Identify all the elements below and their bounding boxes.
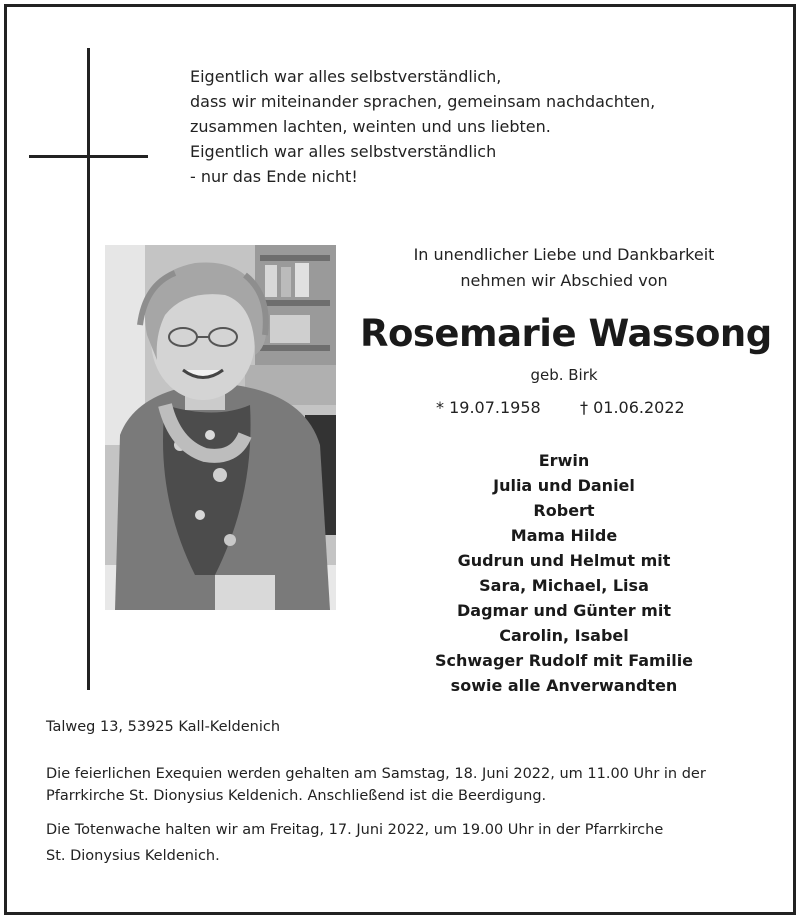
birth-date: * 19.07.1958 [436, 398, 541, 417]
service-line: Pfarrkirche St. Dionysius Keldenich. Anschließend ist die Beerdigung. [46, 788, 547, 804]
maiden-name: geb. Birk [530, 366, 598, 384]
intro-text [376, 242, 752, 294]
mourner-entry: Dagmar und Günter mit [457, 601, 671, 620]
poem-line: - nur das Ende nicht! [190, 167, 358, 186]
poem-line: zusammen lachten, weinten und uns liebten. [190, 117, 551, 136]
mourners-list [376, 448, 752, 698]
mourner-entry: Sara, Michael, Lisa [479, 576, 649, 595]
death-date: † 01.06.2022 [580, 398, 685, 417]
mourner-entry: Schwager Rudolf mit Familie [434, 651, 694, 670]
poem-line: dass wir miteinander sprachen, gemeinsam nachdachten, [190, 92, 656, 111]
intro-line: nehmen wir Abschied von [460, 271, 668, 290]
mourner-entry: Gudrun und Helmut mit [457, 551, 671, 570]
wake-line: Die Totenwache halten wir am Freitag, 17. Juni 2022, um 19.00 Uhr in der Pfarrkirche [46, 822, 664, 838]
wake-line: St. Dionysius Keldenich. [46, 848, 220, 864]
poem-line: Eigentlich war alles selbstverständlich, [190, 67, 502, 86]
portrait-photo [105, 245, 336, 610]
funeral-service-notice [46, 763, 766, 807]
mourner-entry: Erwin [538, 451, 590, 470]
memorial-poem [190, 64, 750, 189]
service-line: Die feierlichen Exequien werden gehalten am Samstag, 18. Juni 2022, um 11.00 Uhr in der [46, 766, 706, 782]
wake-notice [46, 817, 766, 869]
mourner-entry: Carolin, Isabel [499, 626, 629, 645]
mourner-entry: Robert [533, 501, 595, 520]
deceased-name: Rosemarie Wassong [360, 312, 772, 355]
mourner-entry: sowie alle Anverwandten [450, 676, 678, 695]
mourner-entry: Mama Hilde [510, 526, 618, 545]
intro-line: In unendlicher Liebe und Dankbarkeit [413, 245, 715, 264]
poem-line: Eigentlich war alles selbstverständlich [190, 142, 497, 161]
family-address: Talweg 13, 53925 Kall-Keldenich [46, 719, 281, 735]
mourner-entry: Julia und Daniel [493, 476, 635, 495]
cross-vertical-bar [87, 48, 90, 690]
cross-horizontal-bar [29, 155, 148, 158]
